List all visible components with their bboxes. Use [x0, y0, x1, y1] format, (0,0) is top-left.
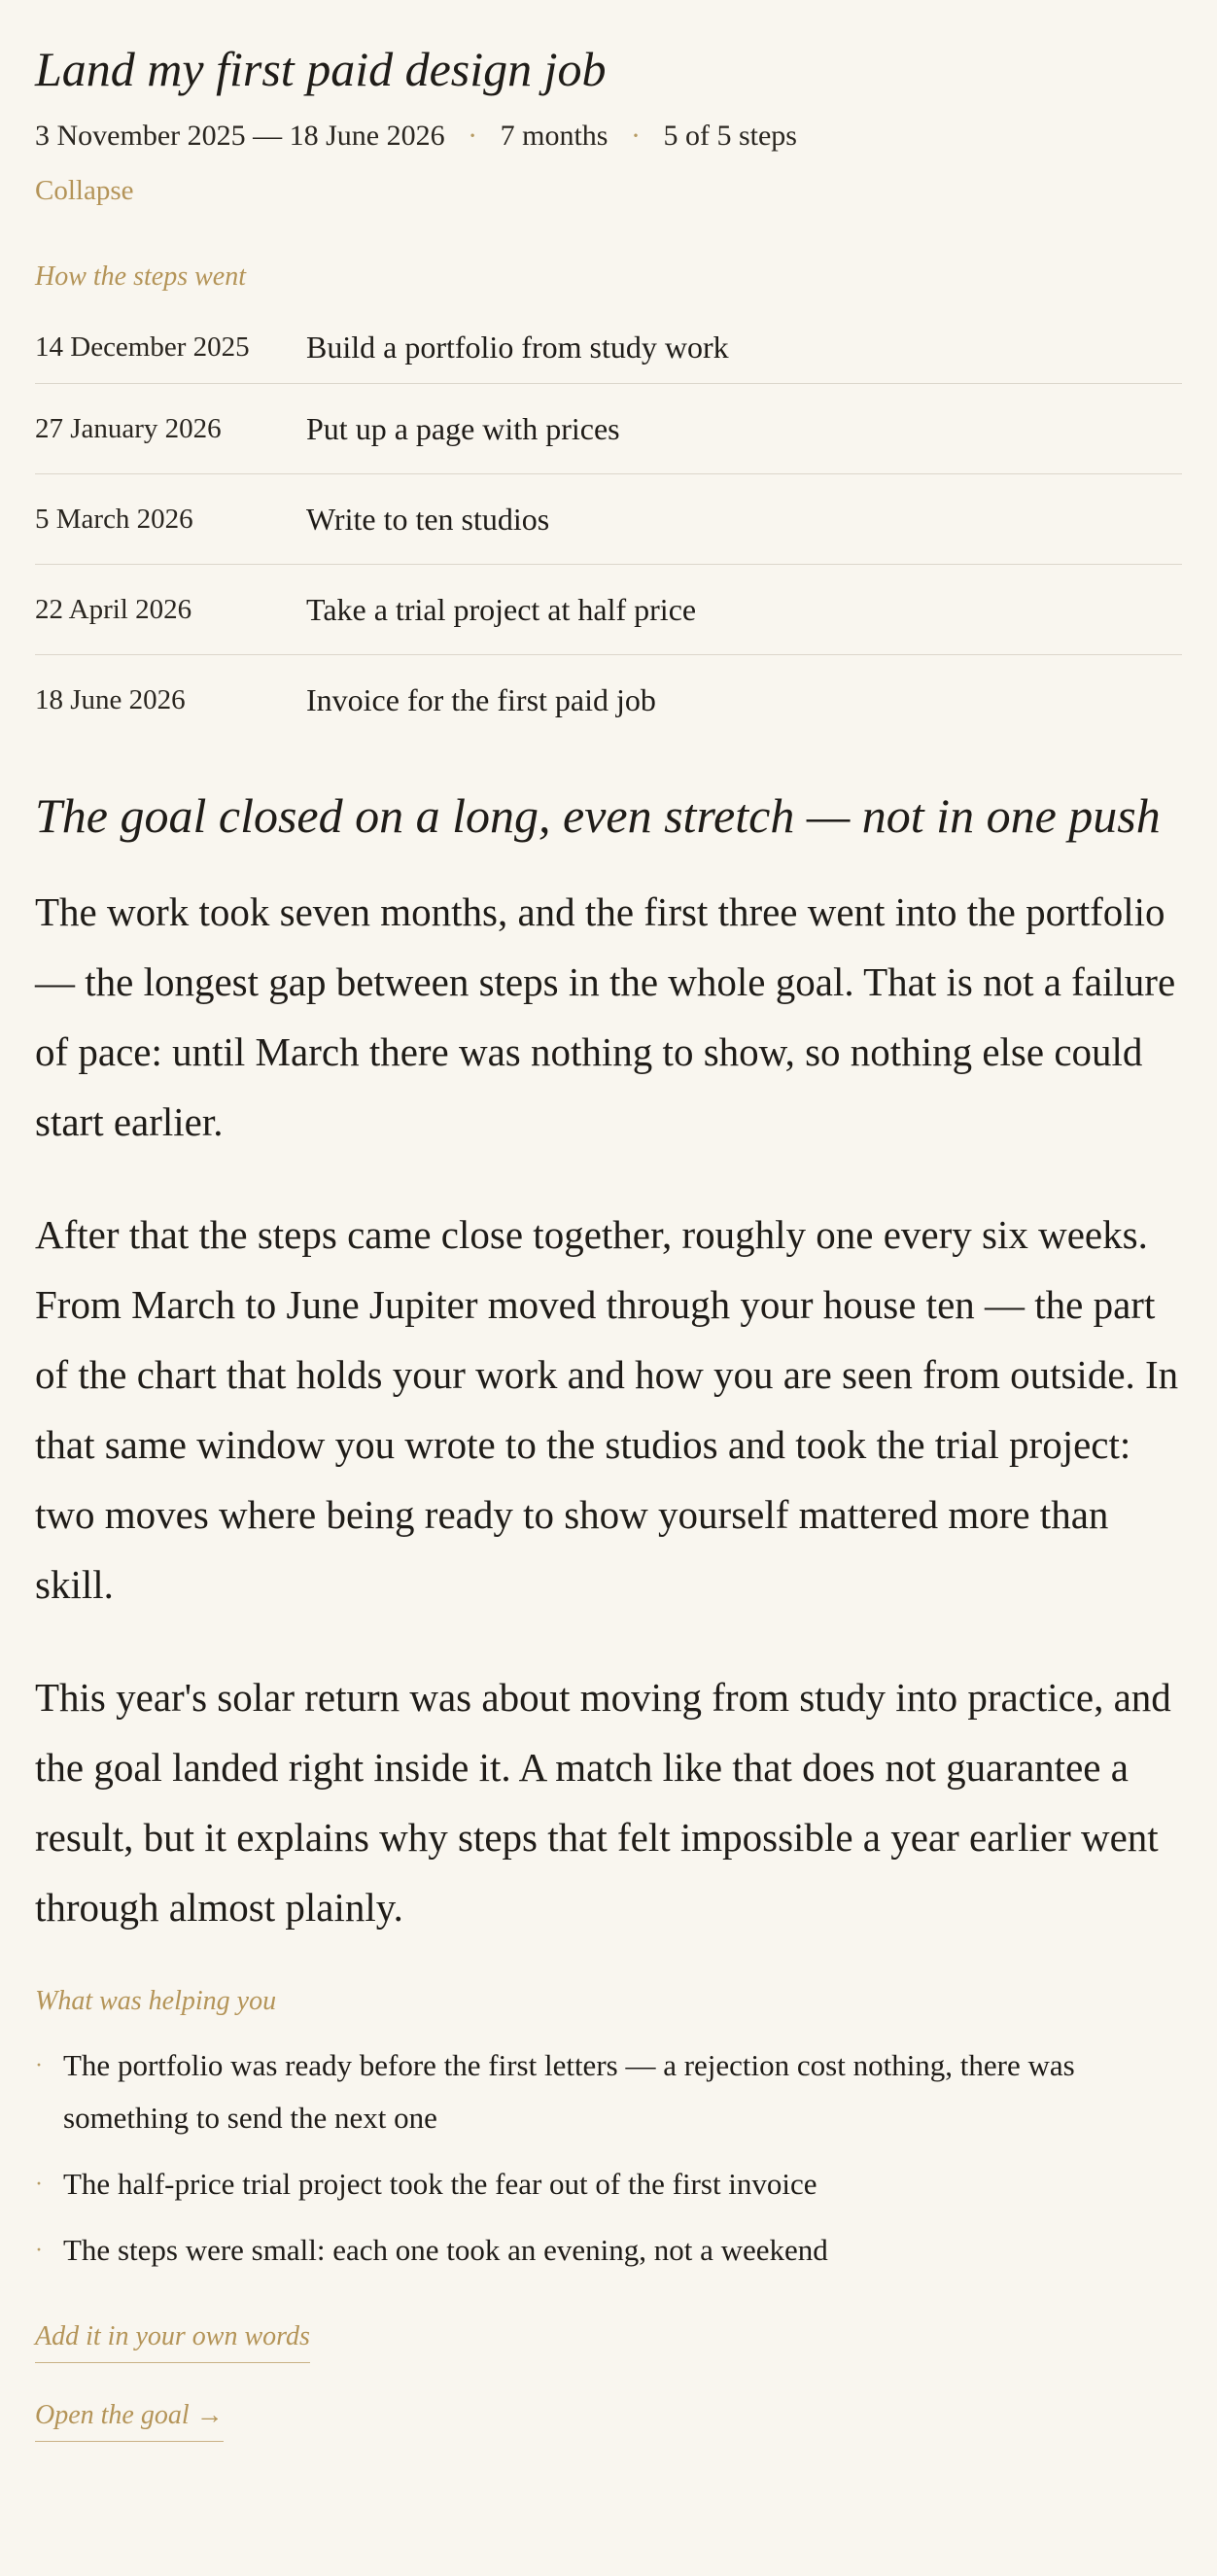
list-item [35, 2224, 1182, 2277]
step-date: 18 June 2026 [35, 683, 186, 715]
steps-section-label: How the steps went [35, 261, 246, 292]
step-row [35, 311, 1182, 384]
step-row [35, 565, 1182, 655]
goal-end-date: 18 June 2026 [289, 120, 445, 152]
helping-list [35, 2039, 1182, 2277]
goal-start-date: 3 November 2025 [35, 120, 246, 152]
bullet-dot-icon: · [35, 2053, 43, 2078]
goal-meta [35, 119, 1182, 154]
list-item [35, 2039, 1182, 2144]
list-item [35, 2158, 1182, 2210]
step-row [35, 655, 1182, 745]
story-paragraph: After that the steps came close together, roughly one every six weeks. From March to June Jupiter moved through your house ten — the part of the chart that holds your work and how you are seen from outside. In that same window you wrote to the studios and took the trial project: two moves where being ready to show yourself mattered more than skill. [35, 1212, 1179, 1607]
collapse-button[interactable]: Collapse [35, 175, 134, 206]
step-text: Invoice for the first paid job [306, 681, 656, 717]
step-text: Build a portfolio from study work [306, 329, 729, 365]
step-row [35, 474, 1182, 565]
add-own-words-link[interactable]: Add it in your own words [35, 2317, 310, 2363]
step-text: Take a trial project at half price [306, 591, 697, 627]
meta-separator-dot: · [468, 120, 478, 152]
helping-item-text: The half-price trial project took the fear out of the first invoice [63, 2167, 817, 2201]
story-paragraph: The work took seven months, and the first three went into the portfolio — the longest gap between steps in the whole goal. That is not a failure of pace: until March there was nothing to show, so nothing else could start earlier. [35, 889, 1176, 1144]
step-date: 22 April 2026 [35, 593, 192, 625]
meta-separator-dot: · [630, 120, 641, 152]
open-goal-link[interactable]: Open the goal → [35, 2396, 224, 2442]
helping-item-text: The portfolio was ready before the first letters — a rejection cost nothing, there was something to send the next one [63, 2048, 1075, 2135]
steps-list [35, 311, 1182, 745]
story-headline: The goal closed on a long, even stretch — not in one push [35, 788, 1161, 843]
bullet-dot-icon: · [35, 2172, 43, 2197]
step-date: 5 March 2026 [35, 503, 193, 535]
date-range-separator: — [253, 120, 283, 152]
story-paragraph: This year's solar return was about moving from study into practice, and the goal landed right inside it. A match like that does not guarantee a result, but it explains why steps that felt impossible a year earlier went through almost plainly. [35, 1675, 1171, 1930]
step-text: Write to ten studios [306, 501, 550, 537]
helping-section-label: What was helping you [35, 1986, 277, 2016]
bullet-dot-icon: · [35, 2238, 43, 2263]
goal-steps-progress: 5 of 5 steps [663, 120, 797, 152]
goal-duration: 7 months [500, 120, 608, 152]
step-date: 14 December 2025 [35, 331, 250, 363]
step-text: Put up a page with prices [306, 410, 620, 446]
step-row [35, 384, 1182, 474]
helping-item-text: The steps were small: each one took an evening, not a weekend [63, 2233, 828, 2267]
goal-title: Land my first paid design job [35, 42, 607, 96]
step-date: 27 January 2026 [35, 412, 222, 444]
